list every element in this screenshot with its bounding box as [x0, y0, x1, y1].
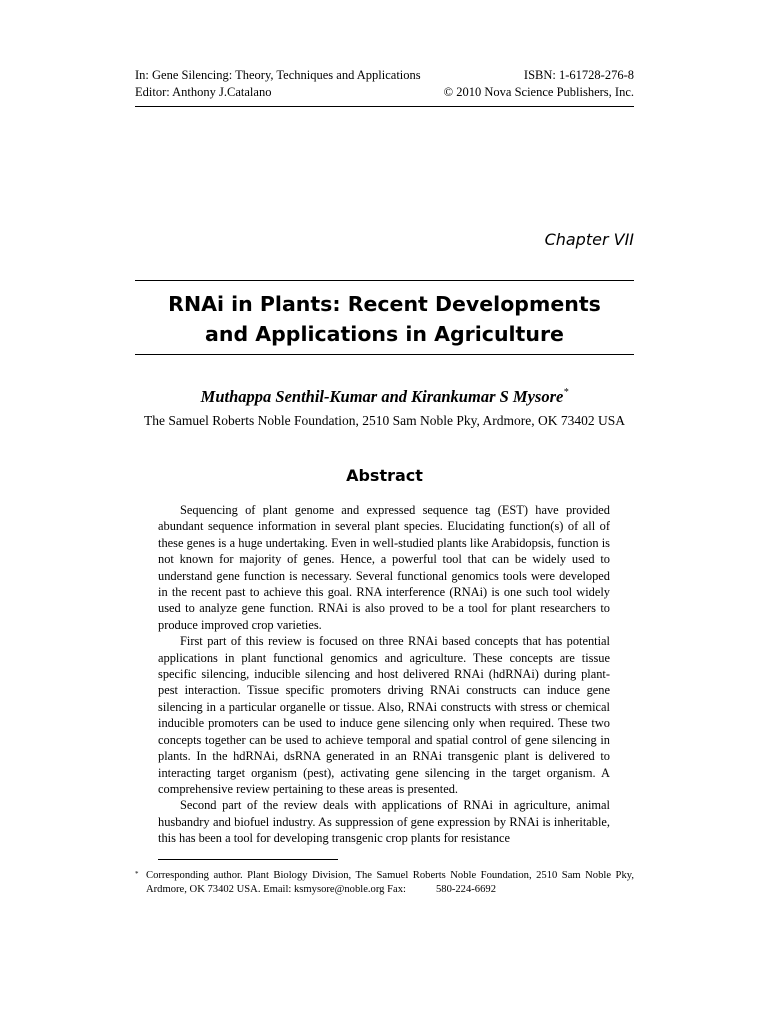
- footnote: [135, 869, 634, 897]
- abstract-body: [158, 502, 610, 847]
- chapter-label: Chapter VII: [544, 230, 634, 249]
- header-divider: [135, 106, 634, 107]
- footnote-text: Corresponding author. Plant Biology Division, The Samuel Roberts Noble Foundation, 2510 Sam Noble Pky, Ardmore, OK 73402 USA. Email: ksmysore@noble.org Fax:: [146, 870, 634, 895]
- authors: [135, 386, 634, 408]
- footnote-mark: *: [135, 870, 139, 878]
- abstract-heading: Abstract: [346, 466, 423, 485]
- book-title: In: Gene Silencing: Theory, Techniques and Applications: [135, 68, 421, 82]
- header-row-editor: [135, 84, 634, 101]
- author-footnote-mark: *: [563, 387, 569, 398]
- title-divider-bottom: [135, 354, 634, 355]
- running-header: [135, 67, 634, 101]
- footnote-divider: [158, 859, 338, 860]
- abstract-paragraph: Second part of the review deals with applications of RNAi in agriculture, animal husbandry and biofuel industry. As suppression of gene expression by RNAi is inheritable, this has been a tool for developing transgenic crop plants for resistance: [158, 798, 610, 846]
- isbn: ISBN: 1-61728-276-8: [523, 68, 634, 82]
- affiliation: The Samuel Roberts Noble Foundation, 2510 Sam Noble Pky, Ardmore, OK 73402 USA: [144, 413, 625, 428]
- title-line-2: and Applications in Agriculture: [205, 322, 564, 346]
- title-divider-top: [135, 280, 634, 281]
- header-row-book: [135, 67, 634, 84]
- chapter-title: [135, 289, 634, 349]
- author-names: Muthappa Senthil-Kumar and Kirankumar S Mysore: [200, 387, 564, 406]
- footnote-fax: 580-224-6692: [435, 884, 496, 895]
- title-line-1: RNAi in Plants: Recent Developments: [168, 292, 601, 316]
- copyright: © 2010 Nova Science Publishers, Inc.: [443, 85, 634, 99]
- footnote-text-block: [146, 869, 634, 897]
- abstract-paragraph: Sequencing of plant genome and expressed sequence tag (EST) have provided abundant sequence information in several plant species. Elucidating function(s) of all of these genes is a huge undertaking. Even in well-studied plants like Arabidopsis, function is not known for majority of genes. Hence, a powerful tool that can be widely used to understand gene function is necessary. Several functional genomics tools were developed in the recent past to achieve this goal. RNA interference (RNAi) is one such tool widely used to analyze gene function. RNAi is also proved to be a tool for plant researchers to produce improved crop varieties.: [158, 503, 610, 632]
- abstract-paragraph: First part of this review is focused on three RNAi based concepts that has potential applications in plant functional genomics and agriculture. These concepts are tissue specific silencing, inducible silencing and host delivered RNAi (hdRNAi) during plant-pest interaction. Tissue specific promoters driving RNAi constructs can induce gene silencing in a particular organelle or tissue. Also, RNAi constructs with stress or chemical inducible promoters can be used to induce gene silencing only when required. These two concepts together can be used to achieve temporal and spatial control of gene silencing in plants. In the hdRNAi, dsRNA generated in an RNAi transgenic plant is delivered to interacting target organism (pest), activating gene silencing in the target organism. A comprehensive review pertaining to these areas is presented.: [158, 634, 610, 796]
- editor: Editor: Anthony J.Catalano: [135, 85, 272, 99]
